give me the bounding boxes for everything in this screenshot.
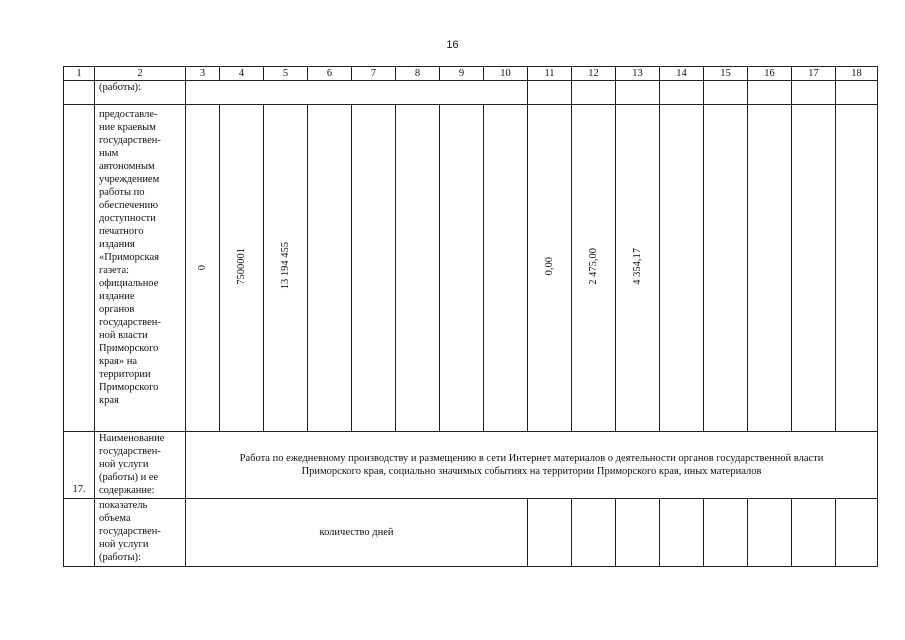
header-cell-9: 9 [440, 67, 484, 81]
service-label: Наименование государствен- ной услуги (работы) и ее содержание: [95, 432, 186, 499]
page-number: 16 [446, 39, 459, 51]
indicator-unit: количество дней [186, 499, 528, 567]
header-cell-10: 10 [484, 67, 528, 81]
work-col13: 4 354,17 [616, 105, 660, 432]
work-col4: 7500001 [220, 105, 264, 432]
header-cell-13: 13 [616, 67, 660, 81]
header-row [64, 67, 878, 81]
work-col5: 13 194 455 [264, 105, 308, 432]
indicator-label: показатель объема государствен- ной услуги (работы): [95, 499, 186, 567]
header-cell-12: 12 [572, 67, 616, 81]
header-cell-7: 7 [352, 67, 396, 81]
row-number: 17. [64, 432, 95, 499]
header-cell-15: 15 [704, 67, 748, 81]
row-label-top: (работы): [95, 81, 186, 105]
header-cell-11: 11 [528, 67, 572, 81]
header-cell-5: 5 [264, 67, 308, 81]
header-cell-4: 4 [220, 67, 264, 81]
table-row-work [64, 105, 878, 432]
header-cell-14: 14 [660, 67, 704, 81]
header-cell-8: 8 [396, 67, 440, 81]
work-label: предоставле- ние краевым государствен- ным автономным учреждением работы по обеспечению доступности печатного издания «Приморская газета: официальное издание органов государствен- ной власти Приморского края» на территории Приморского края [95, 105, 186, 432]
work-col11: 0,00 [528, 105, 572, 432]
header-cell-1: 1 [64, 67, 95, 81]
header-cell-2: 2 [95, 67, 186, 81]
header-cell-6: 6 [308, 67, 352, 81]
data-table [63, 66, 878, 567]
header-cell-18: 18 [836, 67, 878, 81]
table-row-service [64, 432, 878, 499]
table-row [64, 81, 878, 105]
service-description: Работа по ежедневному производству и размещению в сети Интернет материалов о деятельности органов государственной власти Приморского края, социально значимых событиях на территории Приморского края, иных материалов [186, 432, 878, 499]
work-col12: 2 475,00 [572, 105, 616, 432]
header-cell-16: 16 [748, 67, 792, 81]
header-cell-17: 17 [792, 67, 836, 81]
header-cell-3: 3 [186, 67, 220, 81]
table-row-indicator [64, 499, 878, 567]
work-col3: 0 [186, 105, 220, 432]
